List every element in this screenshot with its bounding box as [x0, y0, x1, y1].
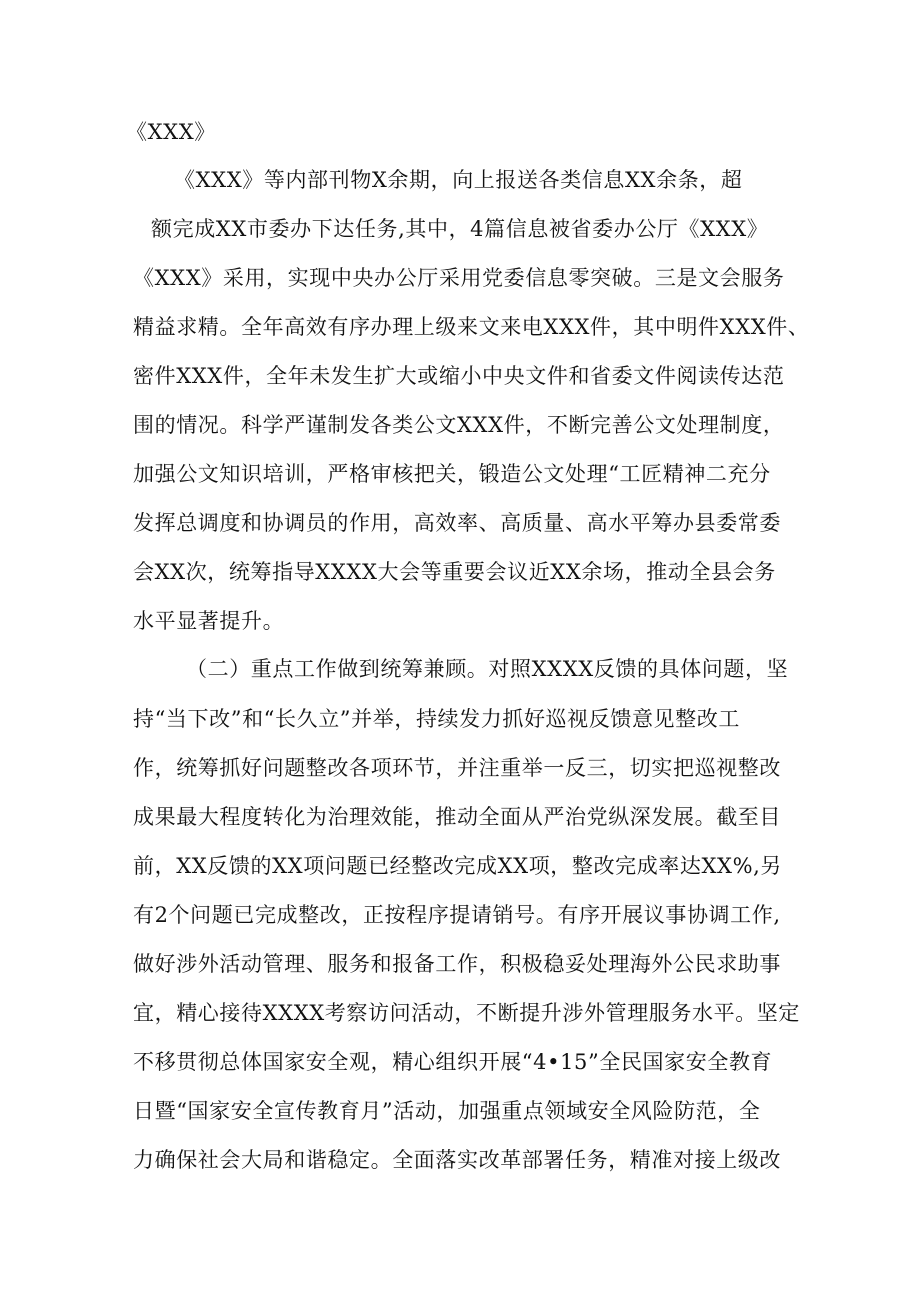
- section-heading-line: （二）重点工作做到统筹兼顾。对照XXXX反馈的具体问题，坚: [186, 657, 789, 681]
- text-line: 精益求精。全年高效有序办理上级来文来电XXX件，其中明件XXX件、: [133, 315, 810, 339]
- text-line: 不移贯彻总体国家安全观，精心组织开展“4•15”全民国家安全教育: [133, 1050, 773, 1074]
- text-line: 密件XXX件，全年未发生扩大或缩小中央文件和省委文件阅读传达范: [133, 364, 785, 388]
- text-line: 会XX次，统筹指导XXXX大会等重要会议近XX余场，推动全县会务: [133, 560, 776, 584]
- text-line: 《XXX》采用，实现中央办公厅采用党委信息零突破。三是文会服务: [133, 266, 785, 290]
- text-line: 水平显著提升。: [133, 609, 285, 633]
- text-line: 《XXX》: [126, 120, 216, 144]
- text-line: 力确保社会大局和谐稳定。全面落实改革部署任务，精准对接上级改: [133, 1148, 781, 1172]
- text-line: 前，XX反馈的XX项问题已经整改完成XX项，整改完成率达XX%,另: [133, 854, 783, 878]
- text-line: 作，统筹抓好问题整改各项环节，并注重举一反三，切实把巡视整改: [133, 756, 781, 780]
- text-line: 加强公文知识培训，严格审核把关，锻造公文处理“工匠精神二充分: [133, 462, 771, 486]
- text-line: 额完成XX市委办下达任务,其中，4篇信息被省委办公厅《XXX》: [151, 217, 769, 241]
- text-line: 持“当下改”和“长久立”并举，持续发力抓好巡视反馈意见整改工: [133, 707, 740, 731]
- text-line: 成果最大程度转化为治理效能，推动全面从严治党纵深发展。截至目: [133, 805, 781, 829]
- text-line: 《XXX》等内部刊物X余期，向上报送各类信息XX余条，超: [174, 168, 743, 192]
- text-line: 做好涉外活动管理、服务和报备工作，积极稳妥处理海外公民求助事: [133, 952, 781, 976]
- text-line: 有2个问题已完成整改，正按程序提请销号。有序开展议事协调工作,: [133, 903, 781, 927]
- text-line: 宜，精心接待XXXX考察访问活动，不断提升涉外管理服务水平。坚定: [133, 1001, 800, 1025]
- text-line: 发挥总调度和协调员的作用，高效率、高质量、高水平筹办县委常委: [133, 511, 781, 535]
- text-line: 日暨“国家安全宣传教育月”活动，加强重点领域安全风险防范，全: [133, 1099, 761, 1123]
- text-line: 围的情况。科学严谨制发各类公文XXX件，不断完善公文处理制度，: [133, 413, 785, 437]
